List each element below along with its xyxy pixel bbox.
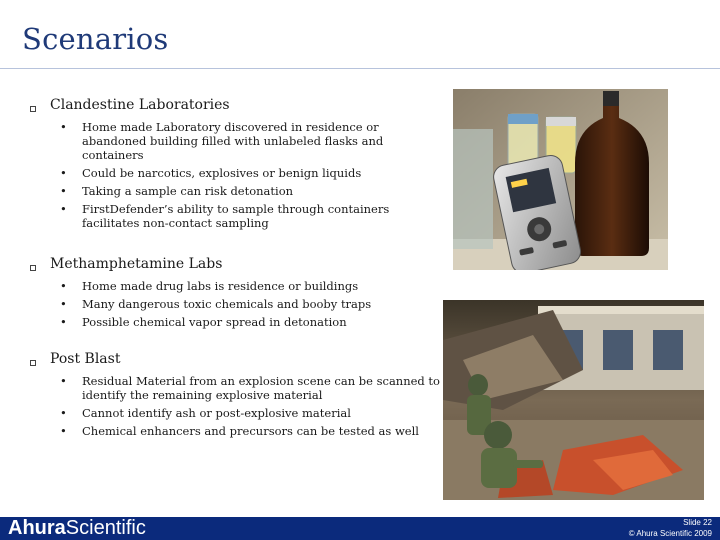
bullet-list xyxy=(30,279,440,329)
list-item: • Home made drug labs is residence or buildings xyxy=(60,279,359,293)
section-heading xyxy=(30,96,440,114)
post-blast-photo xyxy=(443,300,704,500)
bullet-list xyxy=(30,374,440,438)
title-divider xyxy=(0,68,720,69)
list-item: • Residual Material from an explosion scene can be scanned to identify the remaining explosive material xyxy=(60,374,440,402)
list-item: • Home made Laboratory discovered in residence or abandoned building filled with unlabeled flasks and containers xyxy=(60,120,384,162)
slide-title: Scenarios xyxy=(22,22,169,56)
square-bullet-icon xyxy=(30,360,36,366)
section-heading-text: Post Blast xyxy=(50,351,121,367)
bullet-dot-icon: • xyxy=(60,424,67,438)
lab-photo xyxy=(453,89,668,270)
section-clandestine-labs xyxy=(30,96,440,234)
bullet-dot-icon: • xyxy=(60,315,67,329)
bullet-list xyxy=(30,120,440,230)
section-heading xyxy=(30,255,440,273)
copyright-notice: © Ahura Scientific 2009 xyxy=(628,529,712,538)
bullet-dot-icon: • xyxy=(60,184,67,198)
section-heading-text: Clandestine Laboratories xyxy=(50,97,230,113)
bullet-dot-icon: • xyxy=(60,406,67,420)
lab-photo-image xyxy=(453,89,668,270)
list-item: • Chemical enhancers and precursors can be tested as well xyxy=(60,424,419,438)
section-post-blast xyxy=(30,350,440,442)
ahura-scientific-logo: AhuraScientific xyxy=(8,517,146,539)
slide-number: Slide 22 xyxy=(683,518,712,527)
square-bullet-icon xyxy=(30,106,36,112)
list-item: • Taking a sample can risk detonation xyxy=(60,184,294,198)
list-item: • Many dangerous toxic chemicals and booby traps xyxy=(60,297,372,311)
bullet-dot-icon: • xyxy=(60,166,67,180)
list-item: • FirstDefender’s ability to sample through containers facilitates non-contact sampling xyxy=(60,202,390,230)
list-item: • Cannot identify ash or post-explosive material xyxy=(60,406,351,420)
list-item: • Possible chemical vapor spread in detonation xyxy=(60,315,347,329)
section-heading xyxy=(30,350,440,368)
bullet-dot-icon: • xyxy=(60,297,67,311)
section-heading-text: Methamphetamine Labs xyxy=(50,256,223,272)
bullet-dot-icon: • xyxy=(60,202,67,216)
square-bullet-icon xyxy=(30,265,36,271)
section-meth-labs xyxy=(30,255,440,333)
list-item: • Could be narcotics, explosives or benign liquids xyxy=(60,166,362,180)
bullet-dot-icon: • xyxy=(60,120,67,134)
bullet-dot-icon: • xyxy=(60,374,67,388)
footer-bar xyxy=(0,517,720,540)
bullet-dot-icon: • xyxy=(60,279,67,293)
post-blast-photo-image xyxy=(443,300,704,500)
